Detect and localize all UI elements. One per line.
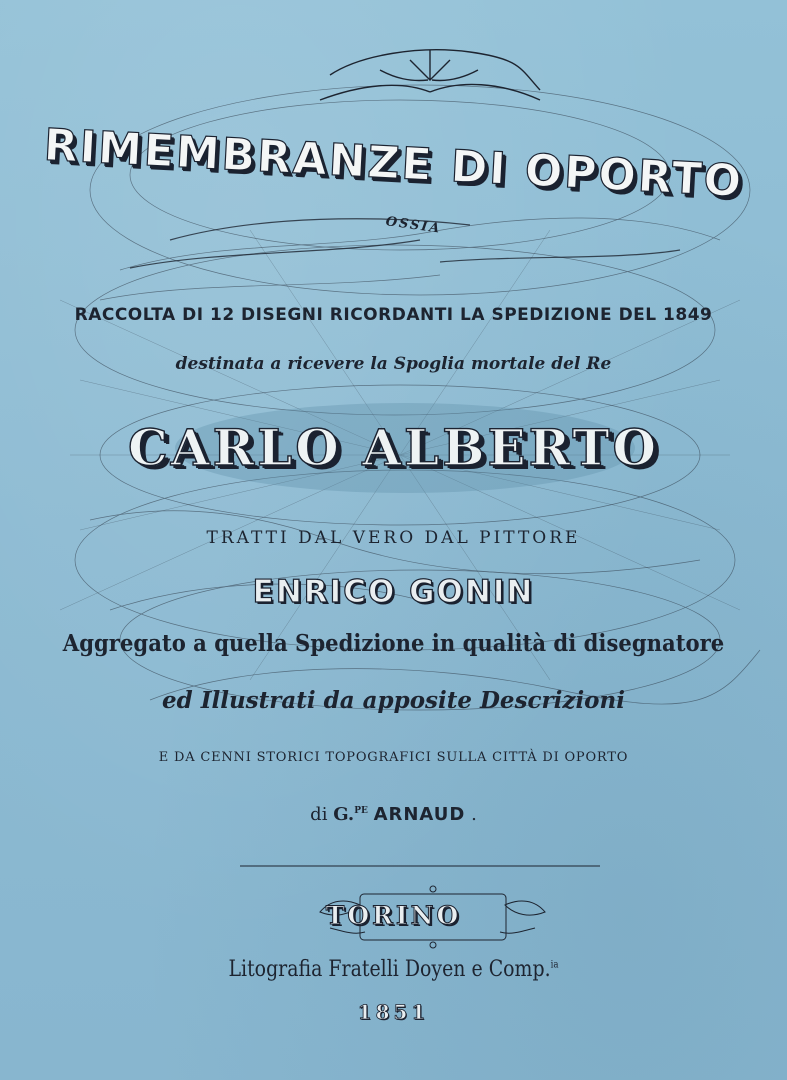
author-initial	[333, 804, 368, 825]
author-initial-sup: PE	[354, 806, 368, 816]
publisher-name: Litografia Fratelli Doyen e Comp.	[228, 957, 551, 982]
main-title: RIMEMBRANZE DI OPORTO	[42, 119, 745, 208]
top-flourish-ornament	[320, 50, 540, 100]
subtitle: RACCOLTA DI 12 DISEGNI RICORDANTI LA SPEDIZIONE DEL 1849	[74, 305, 713, 325]
author-suffix: .	[471, 804, 477, 825]
ossia-label: OSSIA	[384, 214, 443, 237]
author-prefix: di	[310, 804, 328, 825]
publisher-line	[55, 957, 732, 982]
city-name: TORINO	[325, 901, 462, 930]
author-name: ARNAUD	[373, 804, 466, 825]
author-initial-letter: G.	[333, 804, 355, 825]
destination-text: destinata a ricevere la Spoglia mortale del Re	[175, 354, 612, 374]
author-line	[0, 804, 787, 825]
publication-year: 1851	[357, 1000, 430, 1024]
painter-role: Aggregato a quella Spedizione in qualità di disegnatore	[62, 630, 725, 657]
publisher-sup: ia	[550, 959, 559, 971]
topographic-notes-text: E DA CENNI STORICI TOPOGRAFICI SULLA CITTÀ DI OPORTO	[158, 750, 629, 765]
drawn-by-text: TRATTI DAL VERO DAL PITTORE	[206, 528, 581, 548]
king-name: CARLO ALBERTO	[127, 418, 660, 477]
illustrated-text: ed Illustrati da apposite Descrizioni	[162, 687, 625, 714]
painter-name: ENRICO GONIN	[252, 574, 535, 610]
